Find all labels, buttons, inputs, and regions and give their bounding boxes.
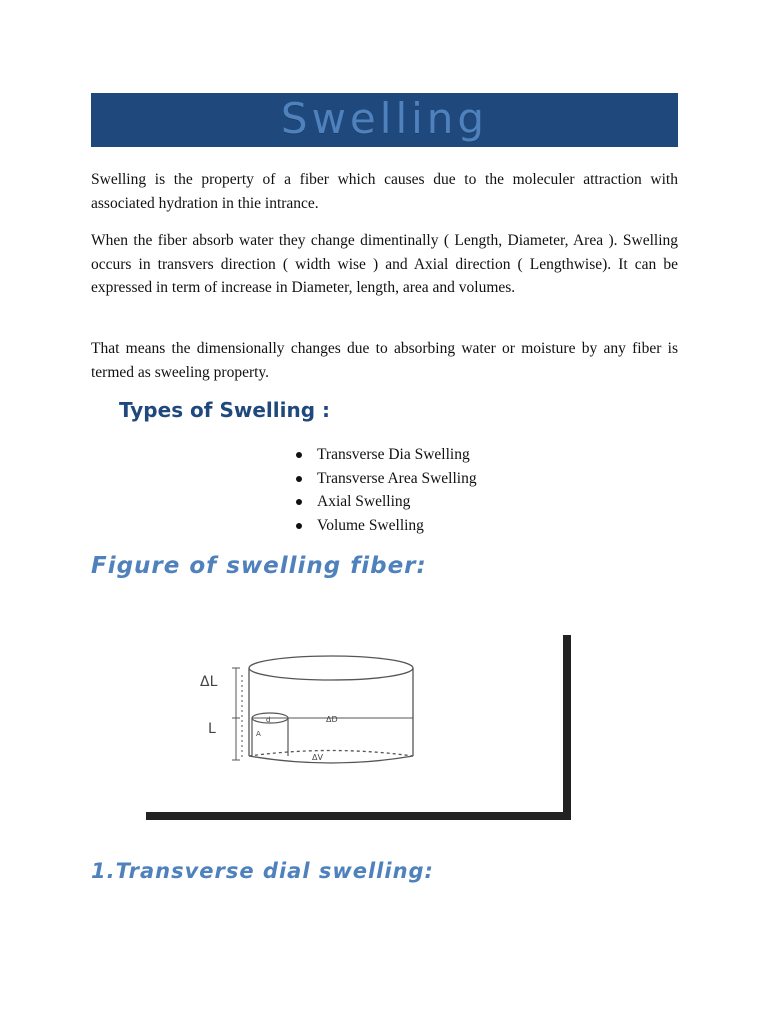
paragraph-dimensional-change: When the fiber absorb water they change dimentinally ( Length, Diameter, Area ). Swelling occurs in transvers direction ( width wise ) and Axial direction ( Lengthwise). It can be expressed in term of increase in Diameter, length, area and volumes.	[91, 232, 678, 296]
bullet-icon	[296, 523, 302, 529]
label-d: d	[266, 716, 271, 724]
list-item	[296, 467, 477, 491]
label-a: A	[256, 730, 261, 738]
list-item	[296, 490, 477, 514]
list-item-text: Transverse Area Swelling	[317, 469, 477, 487]
list-item-text: Transverse Dia Swelling	[317, 446, 470, 463]
page-title: Swelling	[280, 93, 489, 143]
bullet-icon	[296, 499, 302, 505]
bullet-icon	[296, 452, 302, 458]
paragraph-summary: That means the dimensionally changes due to absorbing water or moisture by any fiber is termed as sweeling property.	[91, 340, 678, 381]
label-delta-d: ΔD	[326, 715, 338, 724]
list-item-text: Volume Swelling	[317, 516, 424, 534]
dimension-arrows	[232, 668, 242, 760]
figure-frame-bottom	[146, 812, 571, 820]
types-list	[296, 443, 477, 537]
section-heading: 1.Transverse dial swelling:	[91, 859, 434, 883]
list-item-text: Axial Swelling	[317, 493, 411, 510]
swollen-cylinder	[249, 656, 413, 763]
types-heading: Types of Swelling :	[119, 398, 330, 422]
list-item	[296, 514, 477, 538]
label-delta-l: ΔL	[200, 674, 218, 690]
bullet-icon	[296, 476, 302, 482]
figure-heading: Figure of swelling fiber:	[91, 553, 427, 579]
figure-frame-right	[563, 635, 571, 820]
list-item	[296, 443, 477, 467]
paragraph-definition: Swelling is the property of a fiber which causes due to the moleculer attraction with associated hydration in thie intrance.	[91, 171, 678, 212]
label-delta-v: ΔV	[312, 753, 323, 762]
swelling-fiber-figure	[146, 635, 573, 821]
title-banner	[91, 93, 678, 147]
label-l: L	[208, 721, 216, 737]
